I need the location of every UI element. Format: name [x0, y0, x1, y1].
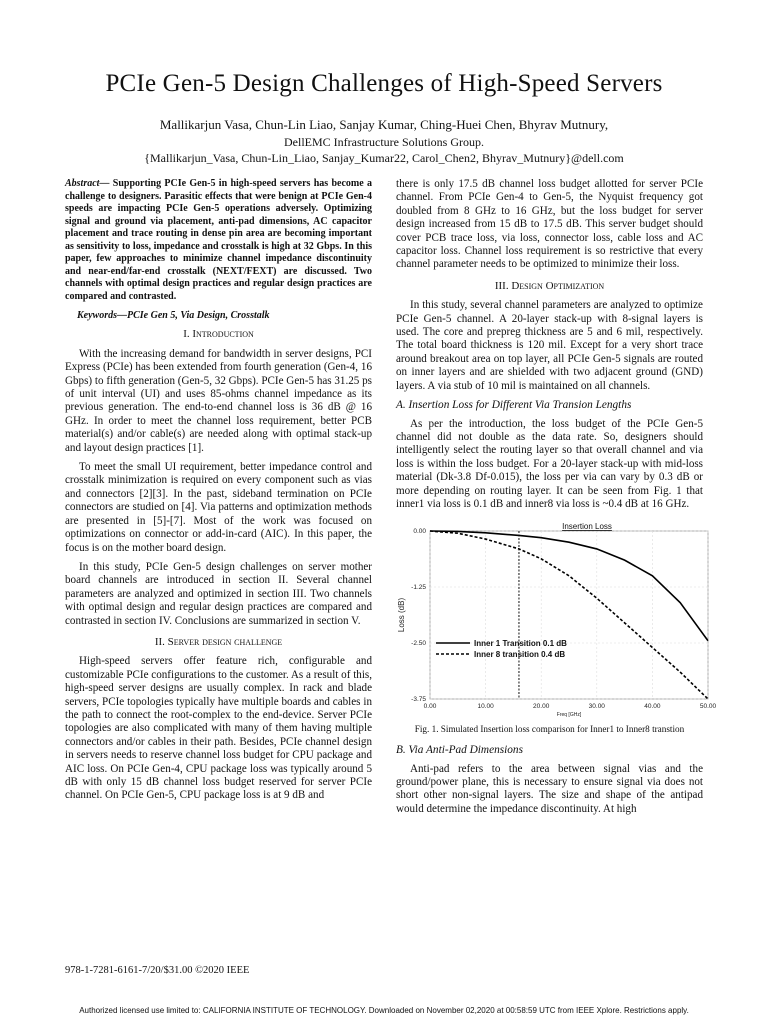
affiliation: DellEMC Infrastructure Solutions Group.: [284, 135, 484, 149]
plot-area: [430, 531, 708, 699]
subsection-heading: B. Via Anti-Pad Dimensions: [396, 744, 523, 757]
figure-caption: Fig. 1. Simulated Insertion loss comparison for Inner1 to Inner8 transtion: [414, 723, 685, 734]
y-axis-label: Loss (dB): [397, 598, 406, 633]
subsection-heading: A. Insertion Loss for Different Via Transion Lengths: [396, 399, 632, 412]
abstract-text: Supporting PCIe Gen-5 in high-speed servers has become a challenge to designers. Parasitic effects that were benign at PCIe Gen-4 speeds are impacting PCIe Gen-5 operations adversely. Optimizing signal and ground via placement, anti-pad dimensions, AC capacitor placement and trace routing in dense pin area are becoming important as sensitivity to loss, impedance and crosstalk is high at 32 Gbps. In this paper, few approaches to minimize channel impedance discontinuity and near-end/far-end crosstalk (NEXT/FEXT) are discussed. Two channels with optimal design practices and regular design practices are compared and contrasted.: [65, 178, 372, 302]
y-tick-label: 0.00: [413, 528, 426, 536]
right-column: [396, 178, 717, 822]
paper-title: PCIe Gen-5 Design Challenges of High-Speed Servers: [105, 70, 663, 97]
x-tick-label: 0.00: [423, 703, 437, 711]
author-list: Mallikarjun Vasa, Chun-Lin Liao, Sanjay Kumar, Ching-Huei Chen, Bhyrav Mutnury,: [159, 117, 609, 132]
author-emails: {Mallikarjun_Vasa, Chun-Lin_Liao, Sanjay_Kumar22, Carol_Chen2, Bhyrav_Mutnury}@dell.com: [144, 151, 624, 165]
legend-label: Inner 8 transition 0.4 dB: [474, 650, 566, 660]
paragraph: In this study, several channel parameters are analyzed to optimize PCIe Gen-5 channel. A 20-layer stack-up with 8-signal layers is used. The core and prepreg thickness are 5 and 6 mil, respectively. The total board thickness is 120 mil. Except for a very short trace around breakout area on top layer, all PCIe Gen-5 signals are routed on inner layers and are shielded with two adjacent ground (GND) layers. A via stub of 10 mil is maintained on all channels.: [396, 299, 703, 392]
abstract-label: Abstract—: [65, 178, 110, 189]
y-tick-label: -1.25: [411, 584, 426, 592]
left-column: [65, 178, 372, 809]
footer-isbn: 978-1-7281-6161-7/20/$31.00 ©2020 IEEE: [65, 965, 250, 976]
section-heading: I. Introduction: [183, 328, 254, 341]
insertion-loss-chart: [390, 517, 720, 717]
y-tick-label: -3.75: [411, 696, 426, 704]
section-heading: II. Server design challenge: [154, 635, 283, 648]
paragraph: With the increasing demand for bandwidth in server designs, PCI Express (PCIe) has been extended from fourth generation (Gen-4, 16 Gbps) to fifth generation (Gen-5, 32 Gbps). PCIe Gen-5 has 31.25 ps of unit interval (UI) and uses 85-ohms channel impedance as its previous generation. The end-to-end channel loss is 36 dB @ 16 GHz. In order to meet the channel loss requirement, better PCB material(s) and/or cable(s) are needed along with optimal stack-up and layout design practices [1].: [65, 347, 372, 454]
chart-title: Insertion Loss: [562, 522, 612, 532]
x-tick-label: 50.00: [699, 703, 717, 711]
footer-license: Authorized licensed use limited to: CALIFORNIA INSTITUTE OF TECHNOLOGY. Downloaded on November 02,2020 at 00:58:59 UTC from IEEE Xplore. Restrictions apply.: [79, 1006, 689, 1015]
x-axis-label: Freq [GHz]: [556, 712, 582, 718]
x-tick-label: 20.00: [533, 703, 550, 711]
paragraph: In this study, PCIe Gen-5 design challenges on server mother board channels are introduced in section II. Several channel parameters are analyzed and optimized in section III. Two channels with optimal design and regular design practices are compared and contrasted in section IV. Conclusions are summarized in section V.: [65, 560, 372, 627]
x-tick-label: 40.00: [644, 703, 661, 711]
paragraph: there is only 17.5 dB channel loss budget allotted for server PCIe channel. From PCIe Gen-4 to Gen-5, the Nyquist frequency got doubled from 8 GHz to 16 GHz, but the loss budget for server design increased from 15 dB to 17.5 dB. This server budget should cover PCB trace loss, via loss, connector loss, cable loss and AC capacitor loss. Channel loss requirement is so restrictive that every channel parameter needs to be optimized to minimize their loss.: [396, 178, 703, 271]
keywords: Keywords—PCIe Gen 5, Via Design, Crosstalk: [77, 310, 270, 321]
paragraph: As per the introduction, the loss budget of the PCIe Gen-5 channel did not double as the data rate. So, designers should intelligently select the routing layer so that overall channel and via loss is within the loss budget. For a 20-layer stack-up with mid-loss material (Dk-3.8 Df-0.015), the loss per via can vary by 0.3 dB or more depending on routing layer. It can be seen from Fig. 1 that inner1 via loss is 0.1 dB and inner8 via loss is ~0.4 dB at 16 GHz.: [396, 417, 703, 510]
y-tick-label: -2.50: [411, 640, 426, 648]
x-tick-label: 10.00: [477, 703, 494, 711]
paragraph: To meet the small UI requirement, better impedance control and crosstalk minimization is required on every component such as vias and connectors [2][3]. In the past, sideband termination on PCIe connectors are studied on [4]. Via patterns and optimization methods are presented in [5]-[7]. Most of the work was focused on optimizations on connector or add-in-card (AIC). In this paper, the focus is on the mother board design.: [65, 461, 372, 554]
paragraph: Anti-pad refers to the area between signal vias and the ground/power plane, this is necessary to ensure signal via does not short other non-signal layers. The size and shape of the antipad would determine the impedance discontinuity. At high: [396, 762, 703, 815]
section-heading: III. Design Optimization: [494, 279, 605, 292]
abstract: [65, 178, 372, 303]
figure-1: [390, 517, 720, 721]
affiliation-block: [0, 134, 768, 166]
legend-label: Inner 1 Transition 0.1 dB: [474, 639, 567, 649]
x-tick-label: 30.00: [588, 703, 605, 711]
paragraph: High-speed servers offer feature rich, configurable and customizable PCIe configurations to the customer. As a result of this, high-speed server designs are usually complex. In rack and blade servers, PCIe topologies typically have multiple boards and cables in the path to connect the root-complex to the end-device. Server PCIe topologies are also complicated with many of them having multiple connectors and/or cables in their path. Besides, PCIe channel design in servers needs to reserve channel loss budget for CPU package and AIC loss. On PCIe Gen-4, CPU package loss was typically around 5 dB with only 15 dB channel loss budget reserved for server PCIe channel. On PCIe Gen-5, CPU package loss is at 9 dB and: [65, 655, 372, 802]
